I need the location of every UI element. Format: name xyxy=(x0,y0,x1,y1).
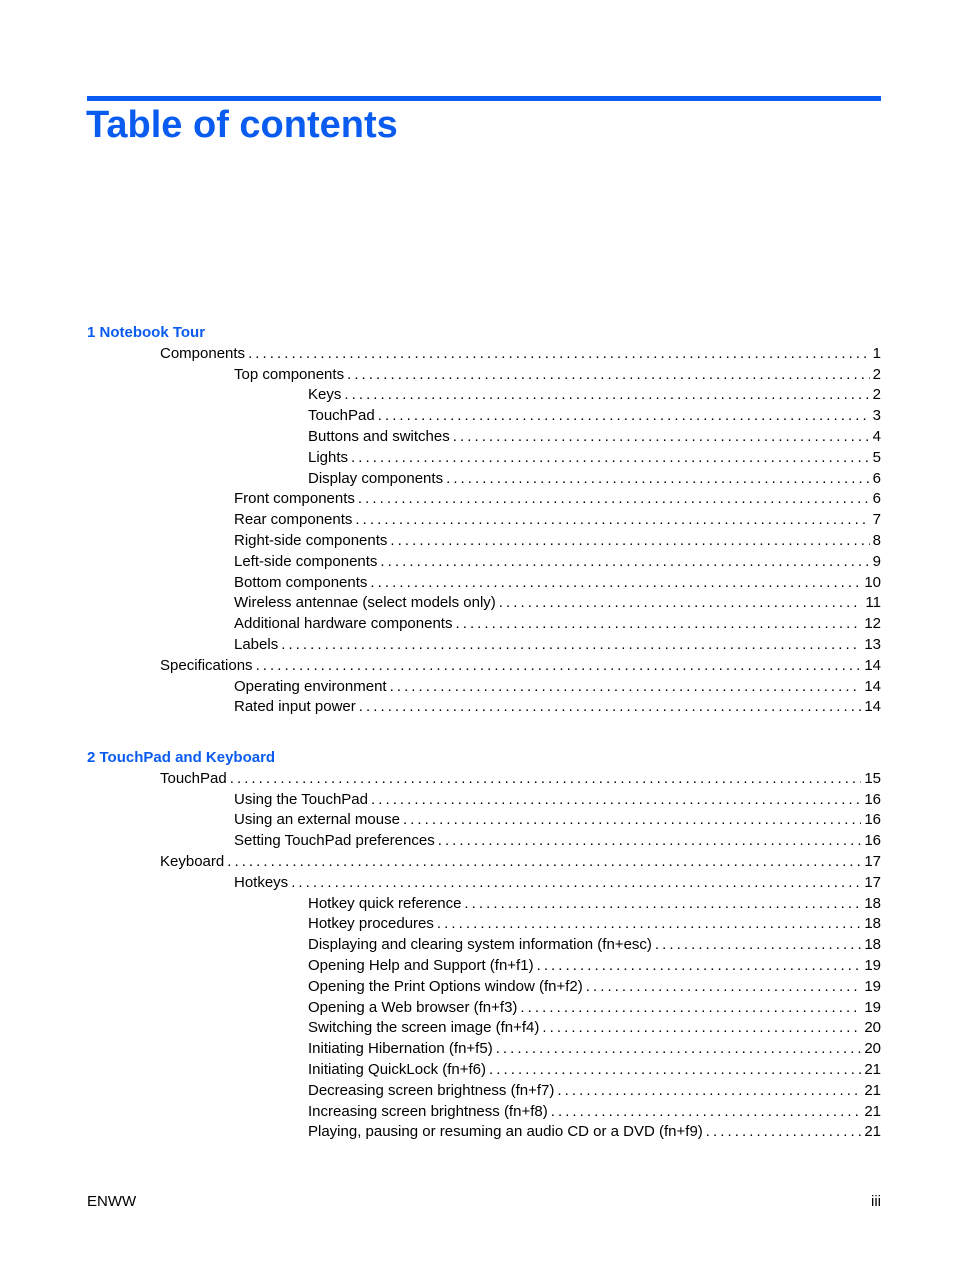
toc-entry[interactable] xyxy=(234,510,881,531)
toc-entry[interactable] xyxy=(234,790,881,811)
toc-entry-title: Top components xyxy=(234,365,345,383)
toc-entry[interactable] xyxy=(234,365,881,386)
toc-entry-page: 6 xyxy=(872,469,881,487)
dot-leader xyxy=(248,344,870,365)
toc-entry-title: Specifications xyxy=(160,656,253,674)
toc-entry-page: 7 xyxy=(872,511,881,529)
toc-entry-page: 11 xyxy=(865,594,881,612)
toc-entry[interactable] xyxy=(234,635,881,656)
toc-entry-page: 20 xyxy=(864,1040,881,1058)
toc-entry[interactable] xyxy=(308,894,881,915)
dot-leader xyxy=(496,1039,862,1060)
dot-leader xyxy=(230,769,862,790)
toc-entry-page: 17 xyxy=(864,873,881,891)
toc-entry[interactable] xyxy=(234,873,881,894)
dot-leader xyxy=(358,489,870,510)
toc-entry-title: Rated input power xyxy=(234,698,356,716)
toc-entry-page: 13 xyxy=(864,636,881,653)
toc-entry-title: Hotkey procedures xyxy=(308,915,434,933)
toc-entry[interactable] xyxy=(308,1018,881,1039)
toc-entry[interactable] xyxy=(308,1122,881,1143)
dot-leader xyxy=(453,427,870,448)
dot-leader xyxy=(542,1018,861,1039)
toc-entry-title: Increasing screen brightness (fn+f8) xyxy=(308,1102,548,1120)
section-heading xyxy=(87,748,275,769)
dot-leader xyxy=(347,365,870,386)
toc-entry-title: Displaying and clearing system information (fn+esc) xyxy=(308,936,652,954)
dot-leader xyxy=(489,1060,861,1081)
toc-entry-page: 18 xyxy=(864,894,881,912)
dot-leader xyxy=(455,614,861,635)
toc-entry-page: 8 xyxy=(872,532,881,549)
toc-entry-title: Components xyxy=(160,344,246,362)
dot-leader xyxy=(359,697,862,718)
toc-entry-page: 14 xyxy=(864,656,881,674)
toc-entry[interactable] xyxy=(234,593,881,614)
toc-entry-page: 12 xyxy=(864,615,881,633)
dot-leader xyxy=(557,1081,861,1102)
dot-leader xyxy=(390,531,869,552)
dot-leader xyxy=(586,977,862,998)
dot-leader xyxy=(351,448,870,469)
toc-entry-page: 1 xyxy=(872,344,881,362)
dot-leader xyxy=(227,852,861,873)
toc-entry[interactable] xyxy=(308,956,881,977)
toc-entry[interactable] xyxy=(308,427,881,448)
toc-entry[interactable] xyxy=(308,914,881,935)
toc-entry-title: Lights xyxy=(308,448,349,466)
dot-leader xyxy=(378,406,870,427)
toc-entry-page: 14 xyxy=(864,698,881,716)
footer-page-number: iii xyxy=(871,1193,881,1210)
toc-entry-title: TouchPad xyxy=(308,407,375,425)
toc-entry-page: 4 xyxy=(872,428,881,445)
toc-entry[interactable] xyxy=(234,489,881,510)
toc-entry-page: 16 xyxy=(864,832,881,850)
dot-leader xyxy=(371,790,861,811)
toc-entry-title: Display components xyxy=(308,469,444,487)
toc-entry[interactable] xyxy=(308,469,881,490)
toc-entry-title: Playing, pausing or resuming an audio CD or a DVD (fn+f9) xyxy=(308,1123,703,1141)
footer-left-label: ENWW xyxy=(87,1193,137,1210)
toc-entry-title: Initiating Hibernation (fn+f5) xyxy=(308,1040,493,1058)
dot-leader xyxy=(291,873,861,894)
toc-entry-title: Opening the Print Options window (fn+f2) xyxy=(308,977,583,995)
toc-entry-page: 21 xyxy=(864,1081,881,1099)
toc-entry-title: Decreasing screen brightness (fn+f7) xyxy=(308,1081,555,1099)
toc-entry-title: Left-side components xyxy=(234,552,378,570)
dot-leader xyxy=(438,831,862,852)
dot-leader xyxy=(344,385,869,406)
toc-entry-title: TouchPad xyxy=(160,769,227,787)
toc-entry[interactable] xyxy=(308,998,881,1019)
dot-leader xyxy=(499,593,863,614)
toc-entry-page: 19 xyxy=(864,998,881,1016)
toc-entry-title: Opening a Web browser (fn+f3) xyxy=(308,998,518,1016)
toc-entry[interactable] xyxy=(308,977,881,998)
toc-entry[interactable] xyxy=(234,810,881,831)
toc-entry-title: Initiating QuickLock (fn+f6) xyxy=(308,1061,487,1078)
toc-entry-title: Using an external mouse xyxy=(234,811,400,829)
toc-entry-page: 2 xyxy=(872,386,881,404)
dot-leader xyxy=(537,956,862,977)
page-title: Table of contents xyxy=(86,104,398,146)
toc-entry[interactable] xyxy=(234,614,881,635)
dot-leader xyxy=(403,810,861,831)
toc-entry-title: Keys xyxy=(308,386,342,404)
toc-entry[interactable] xyxy=(234,552,881,573)
toc-entry[interactable] xyxy=(160,852,881,873)
toc-entry-title: Opening Help and Support (fn+f1) xyxy=(308,957,534,974)
dot-leader xyxy=(446,469,870,490)
toc-entry-page: 10 xyxy=(864,573,881,591)
toc-entry-page: 19 xyxy=(864,977,881,995)
toc-entry[interactable] xyxy=(308,1102,881,1123)
toc-entry-title: Operating environment xyxy=(234,677,387,695)
toc-entry-title: Bottom components xyxy=(234,573,368,591)
toc-entry[interactable] xyxy=(234,831,881,852)
toc-entry[interactable] xyxy=(234,677,881,698)
toc-entry[interactable] xyxy=(308,406,881,427)
toc-entry-page: 16 xyxy=(864,790,881,808)
toc-entry-page: 21 xyxy=(864,1123,881,1141)
dot-leader xyxy=(551,1102,862,1123)
toc-entry-title: Additional hardware components xyxy=(234,615,453,633)
toc-entry-title: Front components xyxy=(234,490,355,508)
toc-entry-page: 6 xyxy=(872,490,881,508)
toc-entry-page: 14 xyxy=(864,677,881,695)
toc-entry-title: Wireless antennae (select models only) xyxy=(234,594,496,612)
toc-entry-page: 21 xyxy=(864,1102,881,1120)
section-heading-link[interactable]: 1 Notebook Tour xyxy=(87,324,206,341)
toc-entry[interactable] xyxy=(308,935,881,956)
dot-leader xyxy=(464,894,861,915)
toc-entry[interactable] xyxy=(308,1039,881,1060)
dot-leader xyxy=(380,552,869,573)
toc-entry-page: 16 xyxy=(864,811,881,829)
toc-entry-title: Using the TouchPad xyxy=(234,790,368,808)
toc-entry[interactable] xyxy=(308,385,881,406)
section-heading xyxy=(87,323,205,344)
toc-entry[interactable] xyxy=(308,1060,881,1081)
toc-entry-page: 20 xyxy=(864,1019,881,1037)
toc-entry-page: 2 xyxy=(872,365,881,383)
dot-leader xyxy=(390,677,862,698)
dot-leader xyxy=(256,656,862,677)
dot-leader xyxy=(370,573,861,594)
toc-entry-page: 21 xyxy=(864,1061,881,1078)
toc-entry-title: Buttons and switches xyxy=(308,428,450,445)
toc-entry-page: 17 xyxy=(864,853,881,870)
toc-entry[interactable] xyxy=(308,1081,881,1102)
toc-entry-page: 3 xyxy=(872,407,881,425)
toc-entry-title: Switching the screen image (fn+f4) xyxy=(308,1019,540,1037)
toc-entry-title: Hotkeys xyxy=(234,873,289,891)
dot-leader xyxy=(520,998,861,1019)
toc-entry[interactable] xyxy=(160,344,881,365)
toc-entry-page: 15 xyxy=(864,769,881,787)
dot-leader xyxy=(281,635,861,656)
toc-entry[interactable] xyxy=(234,573,881,594)
toc-entry-title: Right-side components xyxy=(234,532,388,549)
toc-entry-page: 18 xyxy=(864,915,881,933)
toc-entry[interactable] xyxy=(160,656,881,677)
toc-entry-title: Rear components xyxy=(234,511,353,529)
section-heading-link[interactable]: 2 TouchPad and Keyboard xyxy=(87,749,276,766)
toc-entry-page: 19 xyxy=(864,957,881,974)
toc-entry-title: Setting TouchPad preferences xyxy=(234,832,435,850)
toc-entry[interactable] xyxy=(234,697,881,718)
dot-leader xyxy=(706,1122,862,1143)
toc-entry[interactable] xyxy=(234,531,881,552)
dot-leader xyxy=(437,914,861,935)
toc-entry-page: 5 xyxy=(872,448,881,466)
dot-leader xyxy=(355,510,869,531)
toc-entry-title: Keyboard xyxy=(160,853,225,870)
toc-entry-title: Labels xyxy=(234,636,279,653)
toc-entry[interactable] xyxy=(160,769,881,790)
dot-leader xyxy=(655,935,861,956)
toc-entry-title: Hotkey quick reference xyxy=(308,894,462,912)
toc-entry-page: 9 xyxy=(872,552,881,570)
toc-entry-page: 18 xyxy=(864,936,881,954)
toc-entry[interactable] xyxy=(308,448,881,469)
